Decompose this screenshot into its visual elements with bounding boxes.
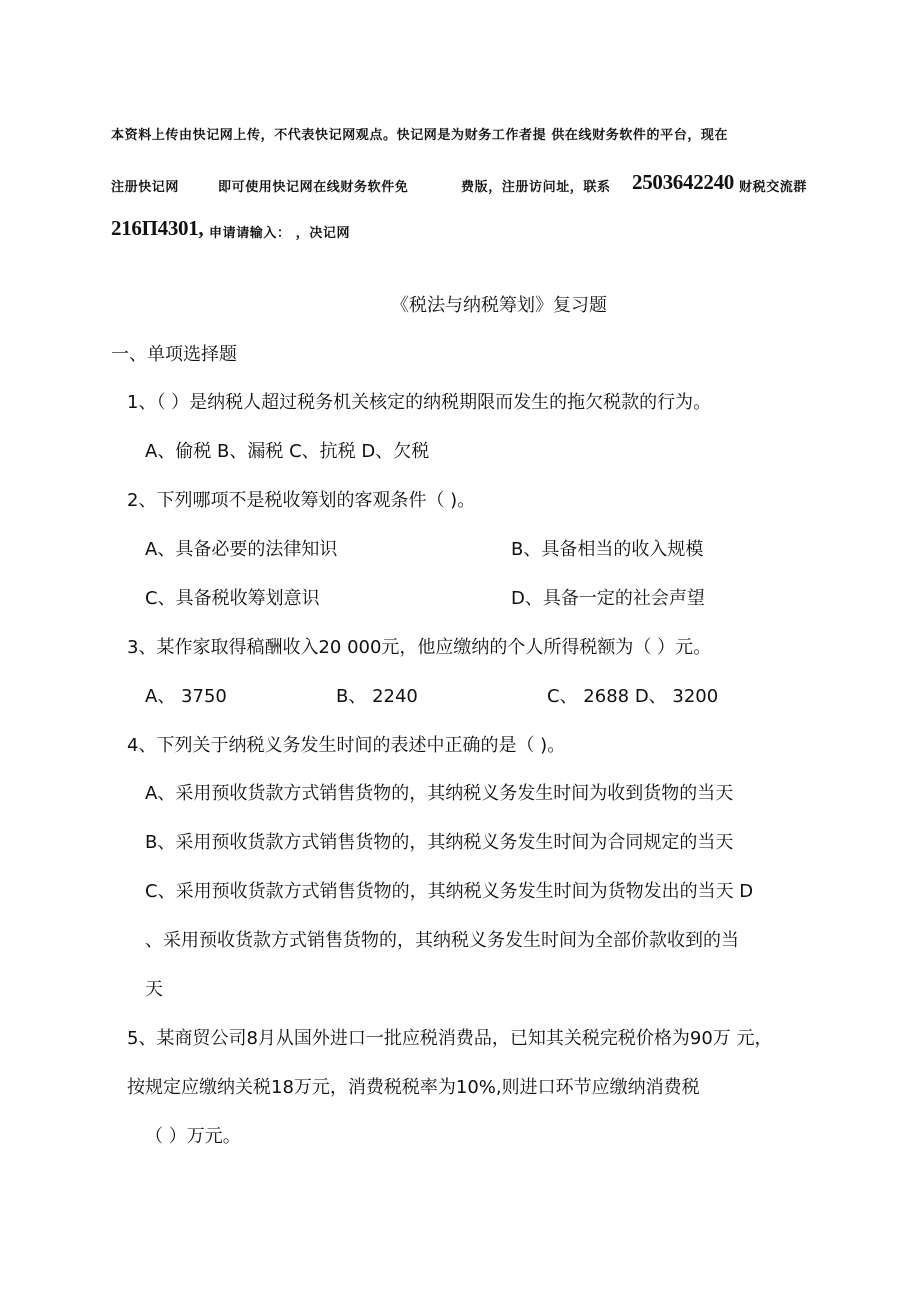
notice-register: 注册快记网 xyxy=(111,180,180,195)
question-4-option-b: B、采用预收货款方式销售货物的，其纳税义务发生时间为合同规定的当天 xyxy=(145,832,734,853)
question-4-option-d-cont: 天 xyxy=(145,979,163,1000)
question-1: 1、（ ）是纳税人超过税务机关核定的纳税期限而发生的拖欠税款的行为。 xyxy=(127,392,712,413)
question-1-options: A、偷税 B、漏税 C、抗税 D、欠税 xyxy=(145,441,430,462)
question-2-option-d: D、具备一定的社会声望 xyxy=(511,588,705,609)
document-title: 《税法与纳税筹划》复习题 xyxy=(391,295,607,316)
question-2-option-a: A、具备必要的法律知识 xyxy=(145,539,338,560)
question-4: 4、下列关于纳税义务发生时间的表述中正确的是（ )。 xyxy=(127,735,566,756)
question-5-line-3: （ ）万元。 xyxy=(145,1126,241,1147)
question-2-option-c: C、具备税收筹划意识 xyxy=(145,588,320,609)
question-5-line-1: 5、某商贸公司8月从国外进口一批应税消费品，已知其关税完税价格为90万 元， xyxy=(127,1028,773,1049)
notice-number: 2503642240 xyxy=(632,170,735,194)
question-3-option-cd: C、 2688 D、 3200 xyxy=(547,686,719,707)
notice-apply: 申请请输入： ，决记网 xyxy=(209,226,351,241)
question-4-option-c: C、采用预收货款方式销售货物的，其纳税义务发生时间为货物发出的当天 D xyxy=(145,881,754,902)
question-3: 3、某作家取得稿酬收入20 000元，他应缴纳的个人所得税额为（ ）元。 xyxy=(127,637,712,658)
question-4-option-d: 、采用预收货款方式销售货物的，其纳税义务发生时间为全部价款收到的当 xyxy=(145,930,739,951)
notice-group-number: 216П4301, xyxy=(111,216,204,240)
notice-contact: 费版，注册访问址，联系 xyxy=(461,180,611,195)
notice-use-free: 即可使用快记网在线财务软件免 xyxy=(218,180,409,195)
question-3-option-b: B、 2240 xyxy=(336,686,418,707)
notice-line-1: 本资料上传由快记网上传，不代表快记网观点。快记网是为财务工作者提 供在线财务软件的平台，现在 xyxy=(111,128,729,143)
question-2: 2、下列哪项不是税收筹划的客观条件（ )。 xyxy=(127,490,476,511)
question-3-option-a: A、 3750 xyxy=(145,686,227,707)
section-heading: 一、单项选择题 xyxy=(111,344,237,365)
question-5-line-2: 按规定应缴纳关税18万元，消费税税率为10%,则进口环节应缴纳消费税 xyxy=(127,1077,700,1098)
notice-group: 财税交流群 xyxy=(739,180,808,195)
question-4-option-a: A、采用预收货款方式销售货物的，其纳税义务发生时间为收到货物的当天 xyxy=(145,783,734,804)
question-2-option-b: B、具备相当的收入规模 xyxy=(511,539,704,560)
